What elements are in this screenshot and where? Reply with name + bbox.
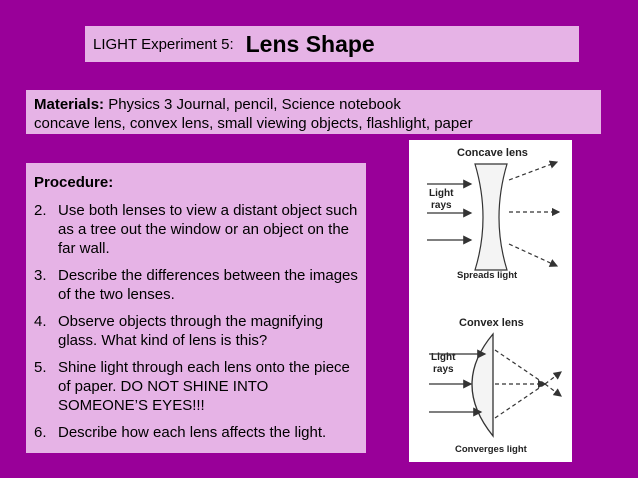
- materials-label: Materials:: [34, 96, 105, 113]
- concave-light-label-2: rays: [431, 200, 452, 211]
- procedure-box: [26, 163, 366, 453]
- materials-text-1: Physics 3 Journal, pencil, Science notebook: [108, 96, 401, 113]
- procedure-item-number: 3.: [34, 267, 47, 284]
- procedure-item: [34, 266, 358, 304]
- convex-caption: Converges light: [455, 444, 527, 455]
- convex-light-label-1: Light: [431, 352, 456, 363]
- concave-caption: Spreads light: [457, 270, 518, 281]
- procedure-item-text: Shine light through each lens onto the piece of paper. DO NOT SHINE INTO SOMEONE’S EYES!!!: [58, 359, 350, 414]
- converging-ray-icon: [545, 384, 561, 396]
- convex-title: Convex lens: [459, 317, 524, 329]
- slide-title-bar: [85, 26, 579, 62]
- materials-line-1: [34, 95, 593, 114]
- procedure-item-text: Describe the differences between the images of the two lenses.: [58, 267, 358, 303]
- procedure-item-text: Describe how each lens affects the light.: [58, 424, 327, 441]
- procedure-item: [34, 423, 358, 442]
- diverging-ray-icon: [509, 162, 557, 180]
- diverging-ray-icon: [509, 244, 557, 266]
- procedure-item-text: Use both lenses to view a distant object such as a tree out the window or an object on the far wall.: [58, 202, 358, 257]
- procedure-item-number: 4.: [34, 313, 47, 330]
- procedure-item: [34, 201, 358, 258]
- converging-ray-icon: [495, 384, 545, 418]
- concave-title: Concave lens: [457, 147, 528, 159]
- converging-ray-icon: [495, 350, 545, 384]
- title-prefix: LIGHT Experiment 5:: [93, 35, 234, 53]
- procedure-list: [34, 201, 358, 442]
- materials-line-2: concave lens, convex lens, small viewing objects, flashlight, paper: [34, 115, 473, 132]
- procedure-item: [34, 312, 358, 350]
- procedure-item-text: Observe objects through the magnifying glass. What kind of lens is this?: [58, 313, 324, 349]
- title-main: Lens Shape: [245, 30, 375, 57]
- procedure-heading: Procedure:: [34, 174, 114, 191]
- concave-lens-icon: [475, 164, 507, 270]
- procedure-item-number: 2.: [34, 202, 47, 219]
- lens-diagram: [409, 140, 572, 462]
- procedure-item-number: 5.: [34, 359, 47, 376]
- convex-light-label-2: rays: [433, 364, 454, 375]
- procedure-item: [34, 358, 358, 415]
- converging-ray-icon: [545, 372, 561, 384]
- concave-light-label-1: Light: [429, 188, 454, 199]
- convex-lens-icon: [472, 334, 493, 436]
- procedure-item-number: 6.: [34, 424, 47, 441]
- materials-box: [26, 90, 601, 134]
